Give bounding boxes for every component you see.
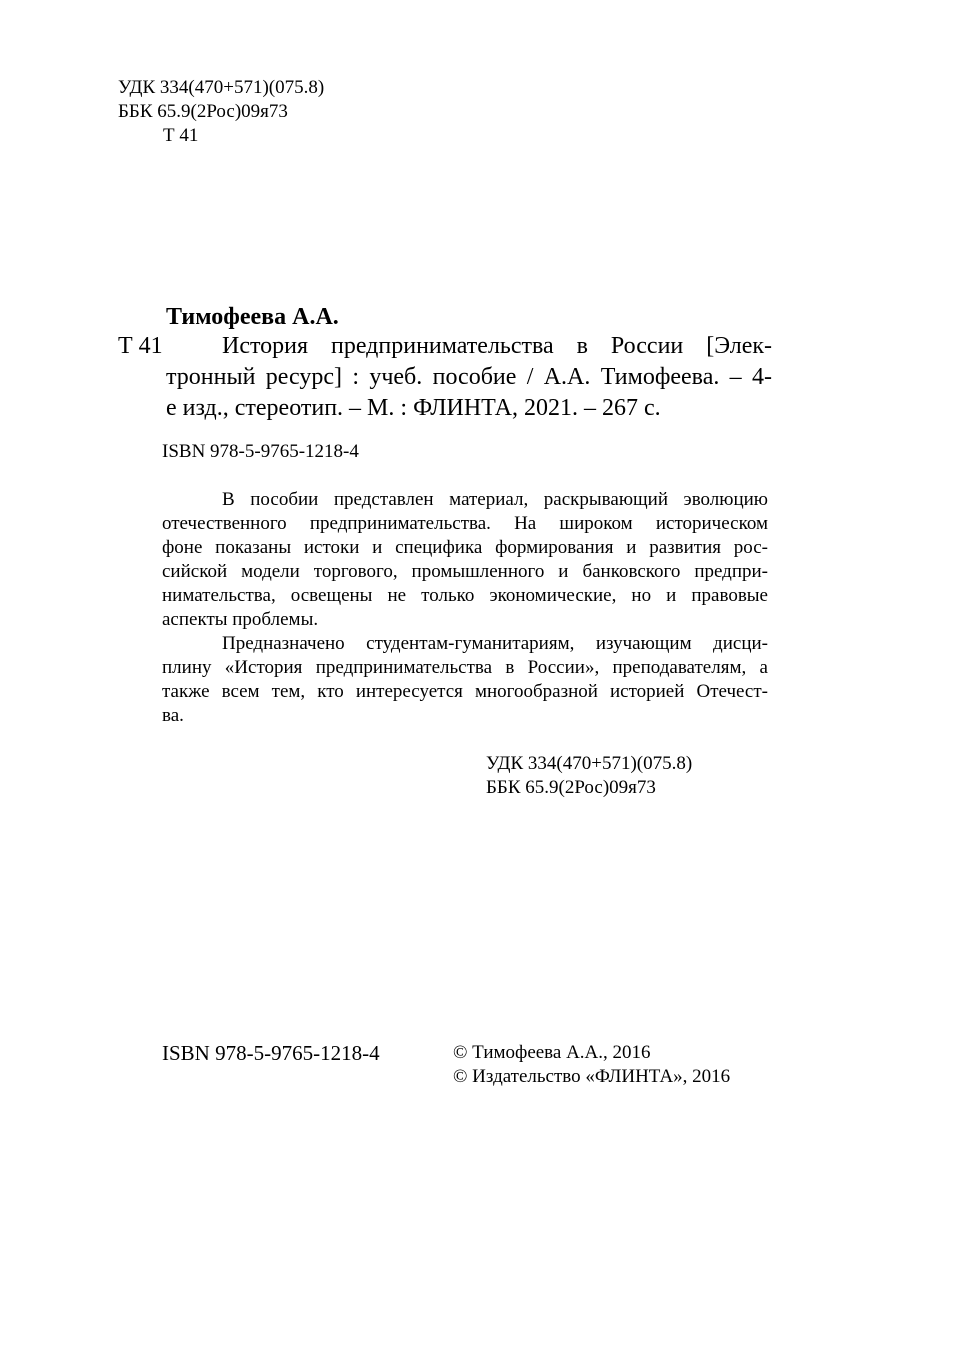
biblio-line: тронный ресурс] : учеб. пособие / А.А. Тимофеева. – 4- [166,364,772,390]
copyright-block [453,1041,730,1089]
annotation-line: аспекты проблемы. [162,609,319,630]
isbn-top: ISBN 978-5-9765-1218-4 [162,441,359,462]
annotation-line: также всем тем, кто интересуется многообразной историей Отечест- [162,681,768,702]
udk-code: УДК 334(470+571)(075.8) [486,753,693,774]
annotation-line: В пособии представлен материал, раскрывающий эволюцию [222,489,768,510]
annotation-line: отечественного предпринимательства. На широком историческом [162,513,768,534]
bibliographic-description [166,331,772,424]
annotation-line: плину «История предпринимательства в России», преподавателям, а [162,657,768,678]
author-name: Тимофеева А.А. [166,304,339,330]
udk-code: УДК 334(470+571)(075.8) [118,77,325,98]
annotation-line: Предназначено студентам-гуманитариям, изучающим дисци- [222,633,768,654]
biblio-line: е изд., стереотип. – М. : ФЛИНТА, 2021. – 267 с. [166,395,661,421]
annotation-line: нимательства, освещены не только экономические, но и правовые [162,585,768,606]
bbk-code: ББК 65.9(2Рос)09я73 [118,101,288,122]
isbn-bottom: ISBN 978-5-9765-1218-4 [162,1041,380,1065]
biblio-line: История предпринимательства в России [Элек- [222,333,772,359]
annotation [162,488,768,728]
annotation-line: ва. [162,705,184,726]
author-mark: Т 41 [163,125,199,146]
annotation-line: сийской модели торгового, промышленного и банковского предпри- [162,561,768,582]
entry-author-mark: Т 41 [118,333,163,359]
annotation-line: фоне показаны истоки и специфика формирования и развития рос- [162,537,768,558]
top-classification-codes [118,76,324,148]
copyright-author: © Тимофеева А.А., 2016 [453,1042,651,1063]
bottom-classification-codes [486,752,692,800]
bbk-code: ББК 65.9(2Рос)09я73 [486,777,656,798]
copyright-publisher: © Издательство «ФЛИНТА», 2016 [453,1066,731,1087]
